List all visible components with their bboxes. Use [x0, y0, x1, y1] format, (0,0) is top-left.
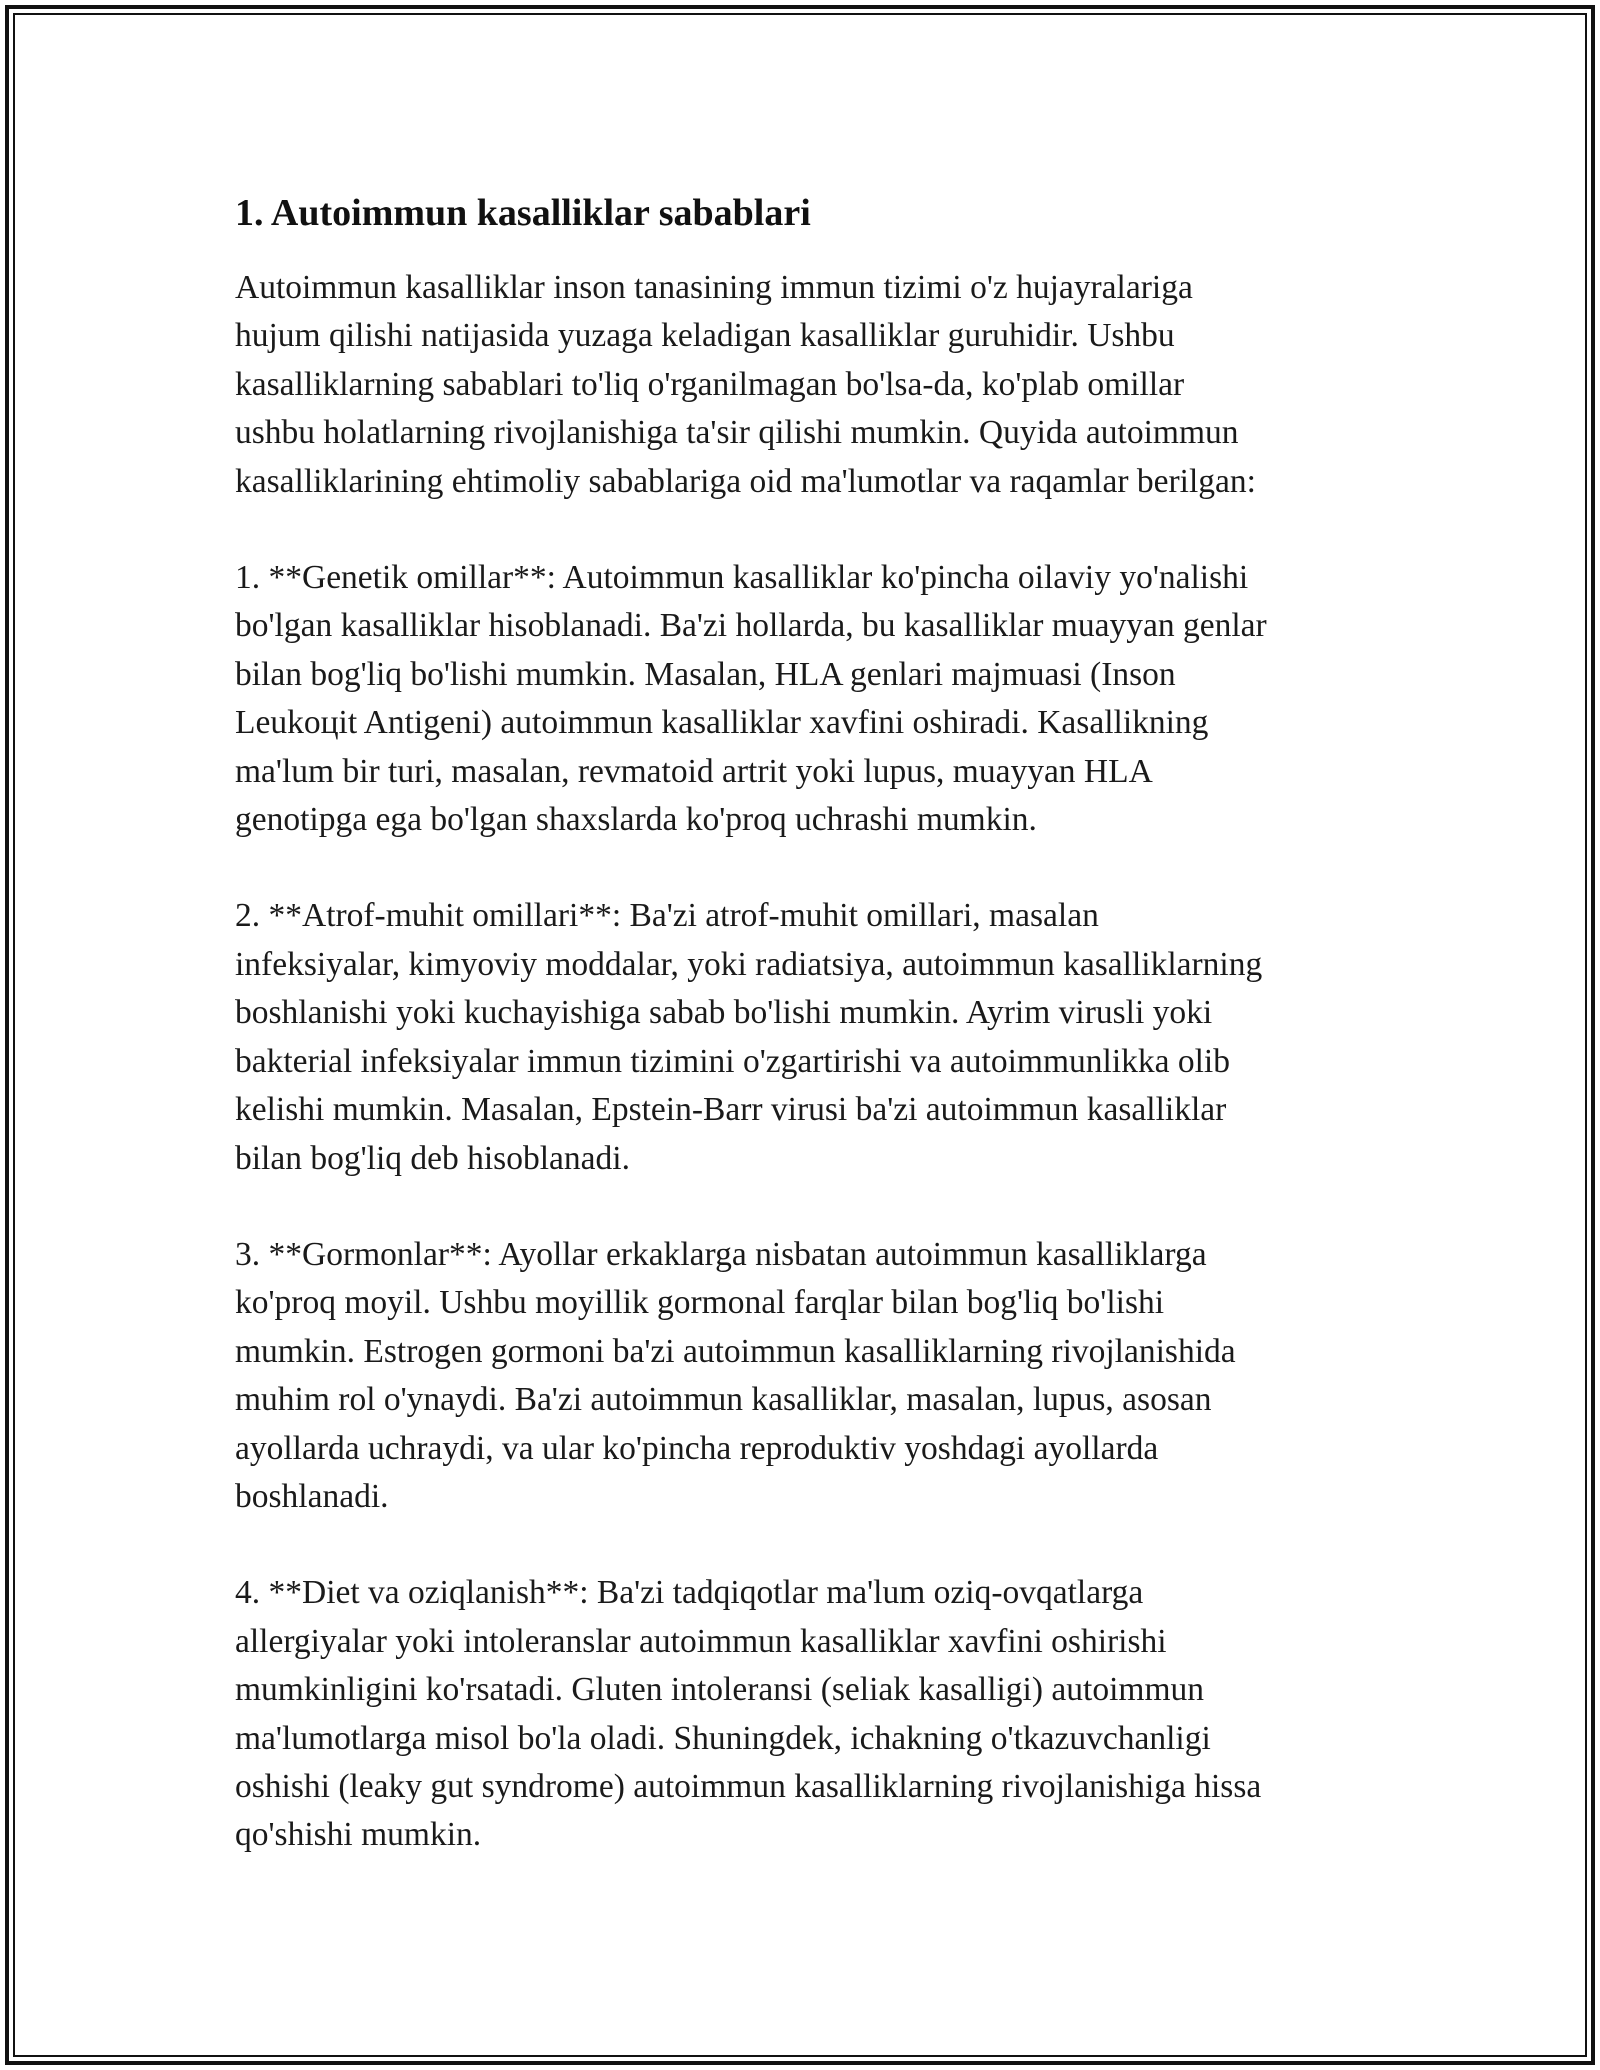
- paragraph-line: 2. **Atrof-muhit omillari**: Ba'zi atrof-muhit omillari, masalan: [235, 897, 1099, 935]
- paragraph-line: qo'shishi mumkin.: [235, 1816, 482, 1854]
- paragraph-line: hujum qilishi natijasida yuzaga keladigan kasalliklar guruhidir. Ushbu: [235, 317, 1175, 355]
- paragraph-line: ayollarda uchraydi, va ular ko'pincha reproduktiv yoshdagi ayollarda: [235, 1429, 1159, 1467]
- paragraph-line: mumkin. Estrogen gormoni ba'zi autoimmun kasalliklarning rivojlanishida: [235, 1332, 1236, 1370]
- hormones-paragraph: [235, 1231, 1375, 1521]
- paragraph-line: ushbu holatlarning rivojlanishiga ta'sir qilishi mumkin. Quyida autoimmun: [235, 414, 1239, 452]
- paragraph-line: boshlanishi yoki kuchayishiga sabab bo'lishi mumkin. Ayrim virusli yoki: [235, 994, 1213, 1032]
- paragraph-line: muhim rol o'ynaydi. Ba'zi autoimmun kasalliklar, masalan, lupus, asosan: [235, 1381, 1212, 1419]
- paragraph-line: ma'lum bir turi, masalan, revmatoid artrit yoki lupus, muayyan HLA: [235, 752, 1153, 790]
- paragraph-line: ma'lumotlarga misol bo'la oladi. Shuningdek, ichakning o'tkazuvchanligi: [235, 1719, 1211, 1757]
- paragraph-line: oshishi (leaky gut syndrome) autoimmun kasalliklarning rivojlanishiga hissa: [235, 1767, 1262, 1805]
- paragraph-line: bakterial infeksiyalar immun tizimini o'zgartirishi va autoimmunlikka olib: [235, 1042, 1230, 1080]
- intro-paragraph: [235, 264, 1375, 506]
- paragraph-line: bilan bog'liq deb hisoblanadi.: [235, 1139, 630, 1177]
- section-heading: 1. Autoimmun kasalliklar sabablari: [235, 192, 811, 234]
- paragraph-line: kasalliklarining ehtimoliy sabablariga oid ma'lumotlar va raqamlar berilgan:: [235, 462, 1256, 500]
- environmental-factors-paragraph: [235, 892, 1375, 1182]
- paragraph-line: bo'lgan kasalliklar hisoblanadi. Ba'zi hollarda, bu kasalliklar muayyan genlar: [235, 607, 1267, 645]
- paragraph-line: 4. **Diet va oziqlanish**: Ba'zi tadqiqotlar ma'lum oziq-ovqatlarga: [235, 1574, 1144, 1612]
- genetic-factors-paragraph: [235, 554, 1375, 844]
- paragraph-line: Leukoцit Antigeni) autoimmun kasalliklar xavfini oshiradi. Kasallikning: [235, 704, 1209, 742]
- paragraph-line: boshlanadi.: [235, 1477, 389, 1515]
- paragraph-line: ko'proq moyil. Ushbu moyillik gormonal farqlar bilan bog'liq bo'lishi: [235, 1284, 1165, 1322]
- paragraph-line: genotipga ega bo'lgan shaxslarda ko'proq uchrashi mumkin.: [235, 801, 1037, 839]
- paragraph-line: allergiyalar yoki intoleranslar autoimmun kasalliklar xavfini oshirishi: [235, 1622, 1167, 1660]
- paragraph-line: bilan bog'liq bo'lishi mumkin. Masalan, HLA genlari majmuasi (Inson: [235, 655, 1176, 693]
- document-body: [235, 186, 1375, 1908]
- paragraph-line: 1. **Genetik omillar**: Autoimmun kasalliklar ko'pincha oilaviy yo'nalishi: [235, 559, 1249, 597]
- paragraph-line: 3. **Gormonlar**: Ayollar erkaklarga nisbatan autoimmun kasalliklarga: [235, 1235, 1207, 1273]
- diet-paragraph: [235, 1569, 1375, 1859]
- paragraph-line: Autoimmun kasalliklar inson tanasining immun tizimi o'z hujayralariga: [235, 269, 1193, 306]
- paragraph-line: kasalliklarning sabablari to'liq o'rganilmagan bo'lsa-da, ko'plab omillar: [235, 365, 1185, 403]
- paragraph-line: infeksiyalar, kimyoviy moddalar, yoki radiatsiya, autoimmun kasalliklarning: [235, 945, 1263, 983]
- paragraph-line: kelishi mumkin. Masalan, Epstein-Barr virusi ba'zi autoimmun kasalliklar: [235, 1091, 1227, 1129]
- paragraph-line: mumkinligini ko'rsatadi. Gluten intoleransi (seliak kasalligi) autoimmun: [235, 1671, 1204, 1709]
